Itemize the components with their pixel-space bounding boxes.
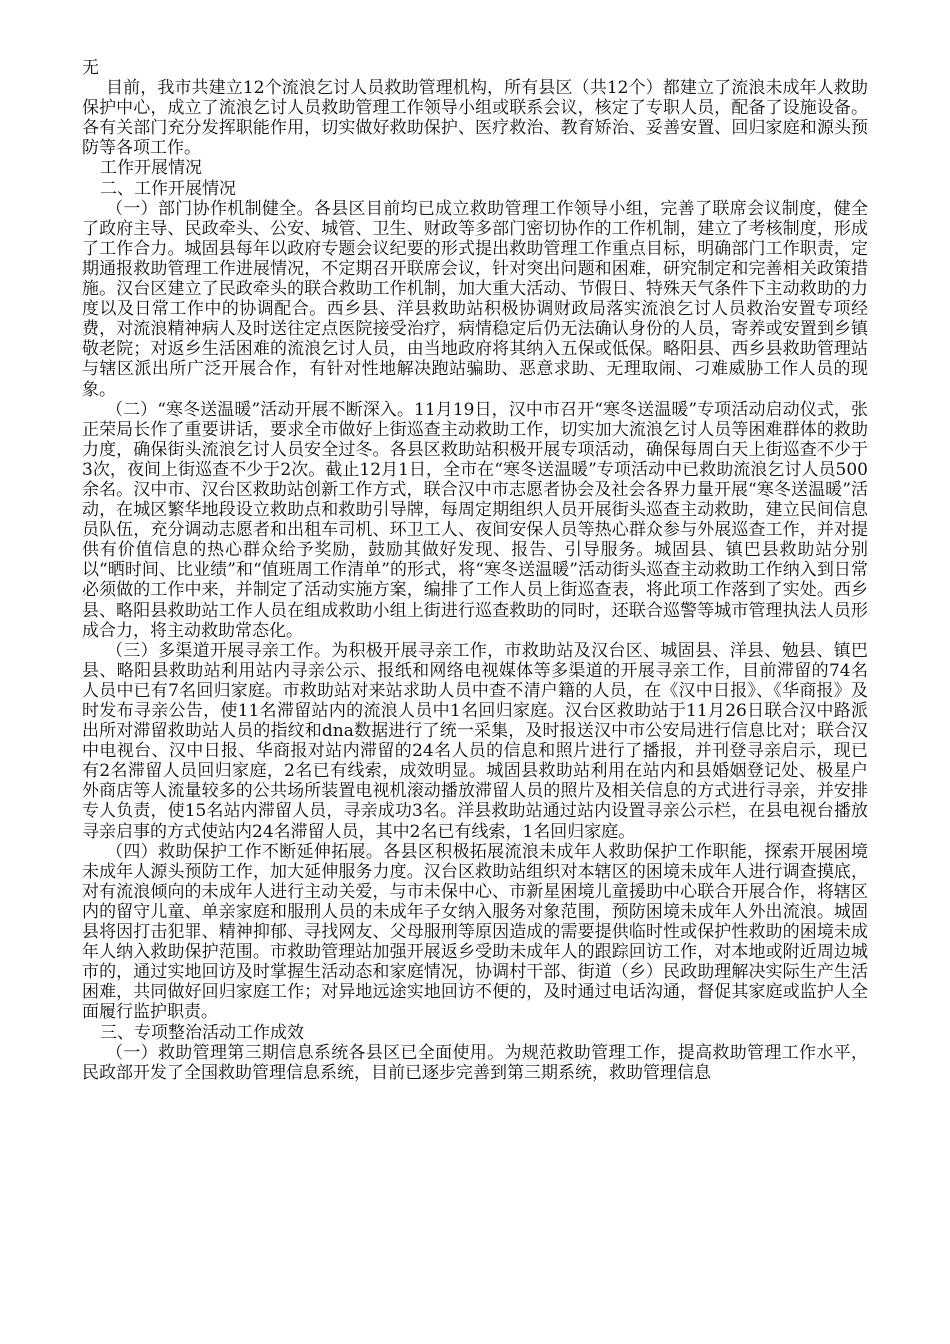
- paragraph-minor-protection: （四）救助保护工作不断延伸拓展。各县区积极拓展流浪未成年人救助保护工作职能，探索开展困境未成年人源头预防工作，加大延伸服务力度。汉台区救助站组织对本辖区的困境未成年人进行调查摸底，对有流浪倾向的未成年人进行主动关爱，与市未保中心、市新星困境儿童援助中心联合开展合作，将辖区内的留守儿童、单亲家庭和服刑人员的未成年子女纳入服务对象范围，预防困境未成年人外出流浪。城固县将因打击犯罪、精神抑郁、寻找网友、父母服刑等原因造成的需要提供临时性或保护性救助的困境未成年人纳入救助保护范围。市救助管理站加强开展返乡受助未成年人的跟踪回访工作，对本地或附近周边城市的，通过实地回访及时掌握生活动态和家庭情况，协调村干部、街道（乡）民政助理解决实际生产生活困难，共同做好回归家庭工作；对异地远途实地回访不便的，及时通过电话沟通，督促其家庭或监护人全面履行监护职责。: [82, 841, 868, 1023]
- section-heading-work: 工作开展情况: [100, 158, 202, 179]
- paragraph-intro: 目前，我市共建立12个流浪乞讨人员救助管理机构，所有县区（共12个）都建立了流浪未成年人救助保护中心，成立了流浪乞讨人员救助管理工作领导小组或联系会议，核定了专职人员，配备了设施设备。各有关部门充分发挥职能作用，切实做好救助保护、医疗救治、教育矫治、妥善安置、回归家庭和源头预防等各项工作。: [82, 78, 868, 159]
- paragraph-coordination: （一）部门协作机制健全。各县区目前均已成立救助管理工作领导小组，完善了联席会议制度，健全了政府主导、民政牵头、公安、城管、卫生、财政等多部门密切协作的工作机制，建立了考核制度，形成了工作合力。城固县每年以政府专题会议纪要的形式提出救助管理工作重点目标，明确部门工作职责，定期通报救助管理工作进展情况，不定期召开联席会议，针对突出问题和困难，研究制定和完善相关政策措施。汉台区建立了民政牵头的联合救助工作机制，加大重大活动、节假日、特殊天气条件下主动救助的力度以及日常工作中的协调配合。西乡县、洋县救助站积极协调财政局落实流浪乞讨人员救治安置专项经费，对流浪精神病人及时送往定点医院接受治疗，病情稳定后仍无法确认身份的人员，寄养或安置到乡镇敬老院；对返乡生活困难的流浪乞讨人员，由当地政府将其纳入五保或低保。略阳县、西乡县救助管理站与辖区派出所广泛开展合作，有针对性地解决跑站骗助、恶意求助、无理取闹、刁难威胁工作人员的现象。: [82, 198, 868, 400]
- section-heading-3: 三、专项整治活动工作成效: [100, 1022, 304, 1043]
- section-heading-2: 二、工作开展情况: [100, 178, 236, 199]
- paragraph-winter-campaign: （二）“寒冬送温暖”活动开展不断深入。11月19日，汉中市召开“寒冬送温暖”专项活动启动仪式，张正荣局长作了重要讲话，要求全市做好上街巡查主动救助工作，切实加大流浪乞讨人员等困难群体的救助力度，确保街头流浪乞讨人员安全过冬。各县区救助站积极开展专项活动，确保每周白天上街巡查不少于3次，夜间上街巡查不少于2次。截止12月1日，全市在“寒冬送温暖”专项活动中已救助流浪乞讨人员500余名。汉中市、汉台区救助站创新工作方式，联合汉中市志愿者协会及社会各界力量开展“寒冬送温暖”活动，在城区繁华地段设立救助点和救助引导牌，每周定期组织人员开展街头巡查主动救助，建立民间信息员队伍，充分调动志愿者和出租车司机、环卫工人、夜间安保人员等热心群众参与外展巡查工作，并对提供有价值信息的热心群众给予奖励，鼓励其做好发现、报告、引导服务。城固县、镇巴县救助站分别以“晒时间、比业绩”和“值班周工作清单”的形式，将“寒冬送温暖”活动街头巡查主动救助工作纳入到日常必须做的工作中来，并制定了活动实施方案，编排了工作人员上街巡查表，将此项工作落到了实处。西乡县、略阳县救助站工作人员在组成救助小组上街进行巡查救助的同时，还联合巡警等城市管理执法人员形成合力，将主动救助常态化。: [82, 399, 868, 641]
- paragraph-info-system: （一）救助管理第三期信息系统各县区已全面使用。为规范救助管理工作，提高救助管理工作水平，民政部开发了全国救助管理信息系统，目前已逐步完善到第三期系统，救助管理信息: [82, 1042, 868, 1083]
- paragraph-family-search: （三）多渠道开展寻亲工作。为积极开展寻亲工作，市救助站及汉台区、城固县、洋县、勉县、镇巴县、略阳县救助站利用站内寻亲公示、报纸和网络电视媒体等多渠道的开展寻亲工作，目前滞留的74名人员中已有7名回归家庭。市救助站对来站求助人员中查不清户籍的人员，在《汉中日报》、《华商报》及时发布寻亲公告，使11名滞留站内的流浪人员中1名回归家庭。汉台区救助站于11月26日联合汉中路派出所对滞留救助站人员的指纹和dna数据进行了统一采集，及时报送汉中市公安局进行信息比对；联合汉中电视台、汉中日报、华商报对站内滞留的24名人员的信息和照片进行了播报，并刊登寻亲启示，现已有2名滞留人员回归家庭，2名已有线索，成效明显。城固县救助站利用在站内和县婚姻登记处、极星户外商店等人流量较多的公共场所装置电视机滚动播放滞留人员的照片及相关信息的方式进行寻亲，并安排专人负责，使15名站内滞留人员，寻亲成功3名。洋县救助站通过站内设置寻亲公示栏，在县电视台播放寻亲启事的方式使站内24名滞留人员，其中2名已有线索，1名回归家庭。: [82, 640, 868, 842]
- paragraph-0: 无: [82, 58, 99, 78]
- document-body: [82, 58, 868, 1083]
